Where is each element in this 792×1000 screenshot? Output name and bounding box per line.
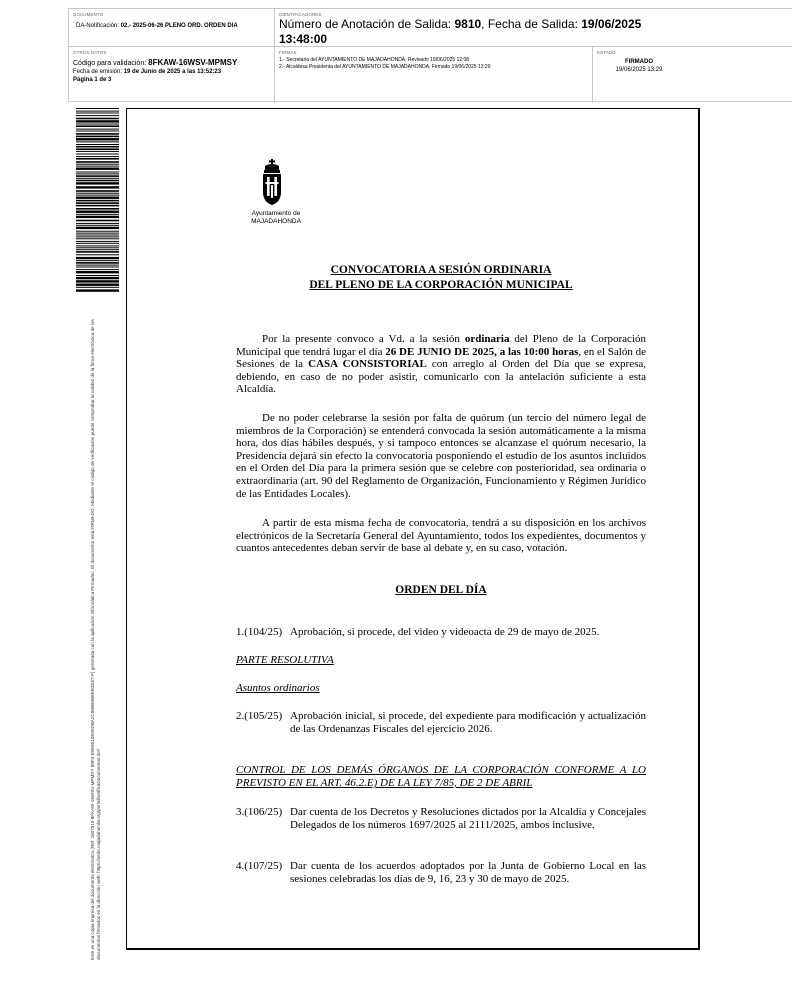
otros-datos-label: OTROS DATOS [73,50,107,55]
agenda-item-4-number: 4.(107/25) [236,860,283,872]
agenda-item-3 [236,806,646,831]
barcode-image [76,108,119,293]
documento-cell [69,9,275,47]
agenda-item-3-text: Dar cuenta de los Decretos y Resoluciones dictados por la Alcaldía y Concejales Delegados de los números 1697/2025 al 2111/2025, ambos inclusive. [290,806,646,831]
anotacion-prefix: Número de Anotación de Salida: [279,17,452,31]
orden-del-dia-title: ORDEN DEL DÍA [395,584,487,596]
agenda-item-1-number: 1.(104/25) [236,626,283,638]
firma-2: 2.- Alcaldesa Presidenta del AYUNTAMIENTO DE MAJADAHONDA. Firmado 19/06/2025 13:29 [279,63,491,70]
agenda-item-1 [236,626,646,639]
identificadores-cell [275,9,792,47]
p1-date-time: 26 DE JUNIO DE 2025, a las 10:00 horas [385,345,579,358]
hora-salida: 13:48:00 [279,32,328,46]
section-control-organos: CONTROL DE LOS DEMÁS ÓRGANOS DE LA CORPORACIÓN CONFORME A LO PREVISTO EN EL ART. 46.2.E) DE LA LEY 7/85, DE 2 DE ABRIL [236,764,646,789]
document-metadata-header [68,8,792,102]
emision-prefix: Fecha de emisión: [73,69,123,75]
document-title-line-2: DEL PLENO DE LA CORPORACIÓN MUNICIPAL [309,279,573,291]
p1-casa-consistorial: CASA CONSISTORIAL [308,358,427,371]
p1-text-e: , en el Salón de Sesiones de la [236,345,647,371]
agenda-item-2-number: 2.(105/25) [236,710,283,722]
convocatoria-paragraph [236,333,646,396]
ayuntamiento-name: Ayuntamiento de MAJADAHONDA [251,210,301,225]
documento-value: 02.- 2025-06-26 PLENO ORD. ORDEN DIA [120,23,238,29]
archivos-paragraph: A partir de esta misma fecha de convocatoria, tendrá a su disposición en los archivos electrónicos de la Secretaría General del Ayuntamiento, todos los expedientes, documentos y cuantos antecedentes deban servir de base al debate y, en su caso, votación. [236,517,646,555]
document-title-line-1: CONVOCATORIA A SESIÓN ORDINARIA [330,264,552,276]
fecha-prefix: , Fecha de Salida: [481,17,578,31]
fecha-salida: 19/06/2025 [581,17,642,31]
otros-datos-cell [69,47,275,103]
agenda-item-4-text: Dar cuenta de los acuerdos adoptados por la Junta de Gobierno Local en las sesiones celebradas los días de 9, 16, 23 y 30 de mayo de 2025. [290,860,646,885]
estado-value: FIRMADO [625,59,653,65]
agenda-item-2-text: Aprobación inicial, si procede, del expediente para modificación y actualización de las Ordenanzas Fiscales del ejercicio 2026. [290,710,646,735]
estado-cell [593,47,792,103]
verification-side-text: Este es una copia impresa del documento electrónico (Ref: 2807519 8FKAW-16WSV-MPMSY 89F4 E5E8510E05DBA2C88B94B6EB2E57-F) generada con la aplicación informática Firmadoc. El documento está FIRMADO. Mediante el código de verificación puede comprobar la validez de la firma electrónica de los documentos firmados en la dirección web: https://sede.majadahonda.org/portal/verificaDocumentos.do? [90,319,101,960]
codigo-validacion[interactable]: 8FKAW-16WSV-MPMSY [148,58,238,67]
agenda-item-2 [236,710,646,735]
agenda-item-3-number: 3.(106/25) [236,806,283,818]
p1-text-c: del Pleno de la Corporación Municipal que tendrá lugar el día [236,333,646,358]
section-asuntos-ordinarios: Asuntos ordinarios [236,682,320,694]
p1-text-g: con arreglo al Orden del Día que se expresa, debiendo, en caso de no poder asistir, comunicarlo con la antelación suficiente a esta Alcaldía. [236,358,646,396]
quorum-paragraph: De no poder celebrarse la sesión por falta de quórum (un tercio del número legal de miembros de la Corporación) se entenderá convocada la sesión automáticamente a la misma hora, dos días hábiles después, y si tampoco entonces se alcanzase el quórum necesario, la Presidencia dejará sin efecto la convocatoria posponiendo el estudio de los asuntos incluidos en el Orden del Día para la primera sesión que se celebre con posterioridad, sea ordinaria o extraordinaria (art. 90 del Reglamento de Organización, Funcionamiento y Régimen Jurídico de las Entidades Locales). [236,412,646,500]
anotacion-number: 9810 [454,17,482,31]
estado-fecha: 19/06/2025 13:29 [615,67,663,73]
documento-label: DOCUMENTO [73,12,104,17]
identificadores-label: IDENTIFICADORES [279,12,322,17]
p1-ordinaria: ordinaria [464,333,510,345]
documento-prefix: DA-Notificación: [76,23,120,29]
agenda-item-4 [236,860,646,885]
pagina-indicator: Página 1 de 3 [73,77,112,83]
emision-value: 19 de Junio de 2025 a las 13:52:23 [123,69,222,75]
firmas-cell [275,47,593,103]
firmas-label: FIRMAS [279,50,297,55]
firma-1: 1.- Secretaria del AYUNTAMIENTO DE MAJADAHONDA. Revisado 19/06/2025 12:08 [279,57,470,63]
estado-label: ESTADO [597,50,616,55]
agenda-item-1-text: Aprobación, si procede, del video y videoacta de 29 de mayo de 2025. [290,626,600,638]
codigo-prefix: Código para validación: [73,60,147,67]
section-parte-resolutiva: PARTE RESOLUTIVA [236,654,334,666]
p1-text-a: Por la presente convoco a Vd. a la sesión [262,333,465,345]
coat-of-arms-icon [244,158,310,210]
